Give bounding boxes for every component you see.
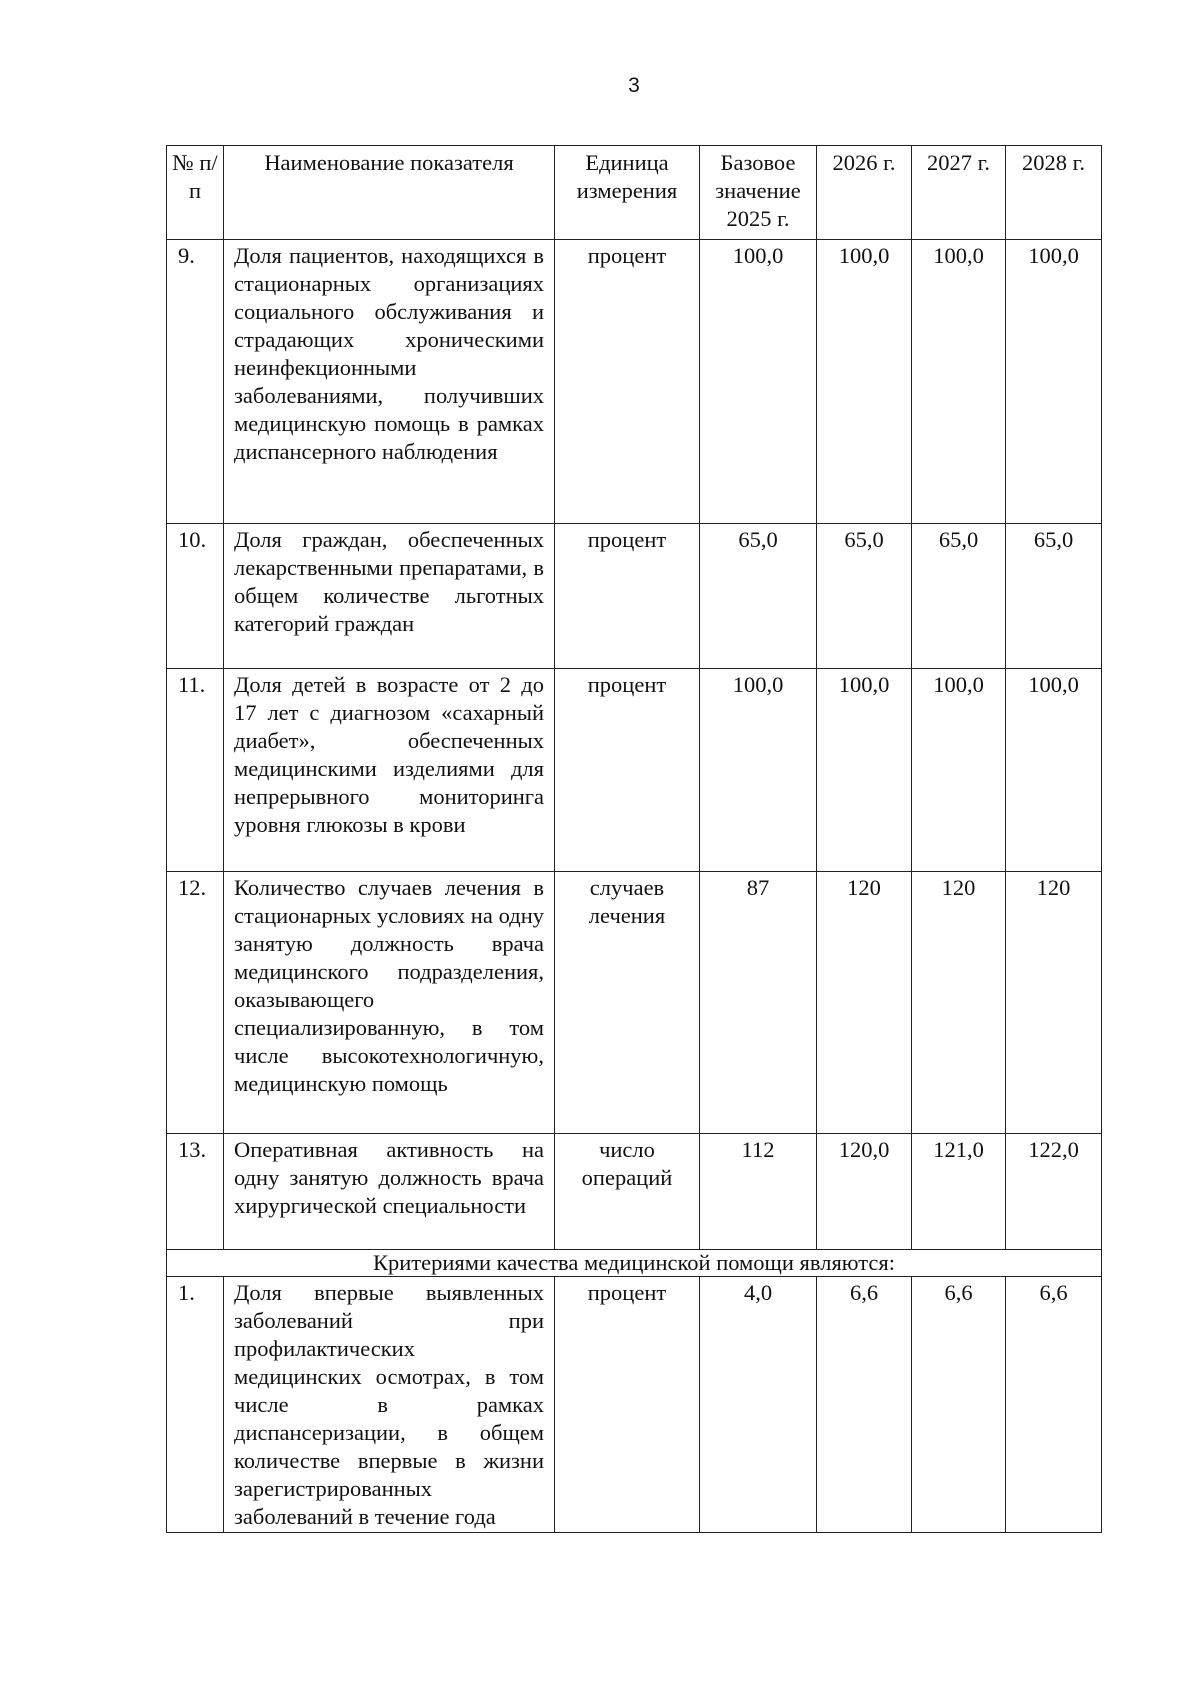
row-base: 100,0 bbox=[700, 669, 817, 872]
row-unit: число операций bbox=[555, 1134, 700, 1250]
row-base: 87 bbox=[700, 872, 817, 1134]
row-name: Доля детей в возрасте от 2 до 17 лет с диагнозом «сахарный диабет», обеспеченных медицинскими изделиями для непрерывного мониторинга уровня глюкозы в крови bbox=[224, 669, 555, 872]
indicators-table bbox=[166, 145, 1102, 1533]
header-base: Базовое значение 2025 г. bbox=[700, 146, 817, 240]
row-2027: 6,6 bbox=[912, 1277, 1006, 1533]
row-name: Оперативная активность на одну занятую должность врача хирургической специальности bbox=[224, 1134, 555, 1250]
row-2026: 100,0 bbox=[817, 240, 912, 524]
row-base: 4,0 bbox=[700, 1277, 817, 1533]
row-num: 1. bbox=[167, 1277, 224, 1533]
row-2028: 122,0 bbox=[1006, 1134, 1102, 1250]
header-num: № п/п bbox=[167, 146, 224, 240]
row-num: 11. bbox=[167, 669, 224, 872]
row-2028: 120 bbox=[1006, 872, 1102, 1134]
row-num: 9. bbox=[167, 240, 224, 524]
row-2027: 121,0 bbox=[912, 1134, 1006, 1250]
row-base: 112 bbox=[700, 1134, 817, 1250]
row-num: 13. bbox=[167, 1134, 224, 1250]
row-unit: процент bbox=[555, 1277, 700, 1533]
header-unit: Единица измерения bbox=[555, 146, 700, 240]
row-unit: процент bbox=[555, 524, 700, 669]
row-2027: 100,0 bbox=[912, 669, 1006, 872]
row-unit: процент bbox=[555, 669, 700, 872]
table-row bbox=[167, 1277, 1102, 1533]
table-row bbox=[167, 240, 1102, 524]
header-2026: 2026 г. bbox=[817, 146, 912, 240]
table-row bbox=[167, 669, 1102, 872]
header-2027: 2027 г. bbox=[912, 146, 1006, 240]
row-2026: 6,6 bbox=[817, 1277, 912, 1533]
row-2027: 65,0 bbox=[912, 524, 1006, 669]
page-number: 3 bbox=[628, 74, 640, 97]
row-base: 65,0 bbox=[700, 524, 817, 669]
row-2026: 120 bbox=[817, 872, 912, 1134]
row-2028: 100,0 bbox=[1006, 669, 1102, 872]
row-2027: 120 bbox=[912, 872, 1006, 1134]
row-2027: 100,0 bbox=[912, 240, 1006, 524]
row-2028: 6,6 bbox=[1006, 1277, 1102, 1533]
row-name: Количество случаев лечения в стационарных условиях на одну занятую должность врача медицинского подразделения, оказывающего специализированную, в том числе высокотехнологичную, медицинскую помощь bbox=[224, 872, 555, 1134]
table-row bbox=[167, 1134, 1102, 1250]
row-base: 100,0 bbox=[700, 240, 817, 524]
row-num: 10. bbox=[167, 524, 224, 669]
row-2026: 120,0 bbox=[817, 1134, 912, 1250]
row-2026: 65,0 bbox=[817, 524, 912, 669]
row-2026: 100,0 bbox=[817, 669, 912, 872]
section-title: Критериями качества медицинской помощи являются: bbox=[167, 1250, 1102, 1277]
row-name: Доля пациентов, находящихся в стационарных организациях социального обслуживания и страдающих хроническими неинфекционными заболеваниями, получивших медицинскую помощь в рамках диспансерного наблюдения bbox=[224, 240, 555, 524]
row-num: 12. bbox=[167, 872, 224, 1134]
row-2028: 100,0 bbox=[1006, 240, 1102, 524]
table-row bbox=[167, 524, 1102, 669]
table-header-row bbox=[167, 146, 1102, 240]
header-name: Наименование показателя bbox=[224, 146, 555, 240]
row-name: Доля впервые выявленных заболеваний при профилактических медицинских осмотрах, в том числе в рамках диспансеризации, в общем количестве впервые в жизни зарегистрированных заболеваний в течение года bbox=[224, 1277, 555, 1533]
row-unit: процент bbox=[555, 240, 700, 524]
row-2028: 65,0 bbox=[1006, 524, 1102, 669]
table-row bbox=[167, 872, 1102, 1134]
row-name: Доля граждан, обеспеченных лекарственными препаратами, в общем количестве льготных категорий граждан bbox=[224, 524, 555, 669]
section-heading-row bbox=[167, 1250, 1102, 1277]
row-unit: случаев лечения bbox=[555, 872, 700, 1134]
header-2028: 2028 г. bbox=[1006, 146, 1102, 240]
